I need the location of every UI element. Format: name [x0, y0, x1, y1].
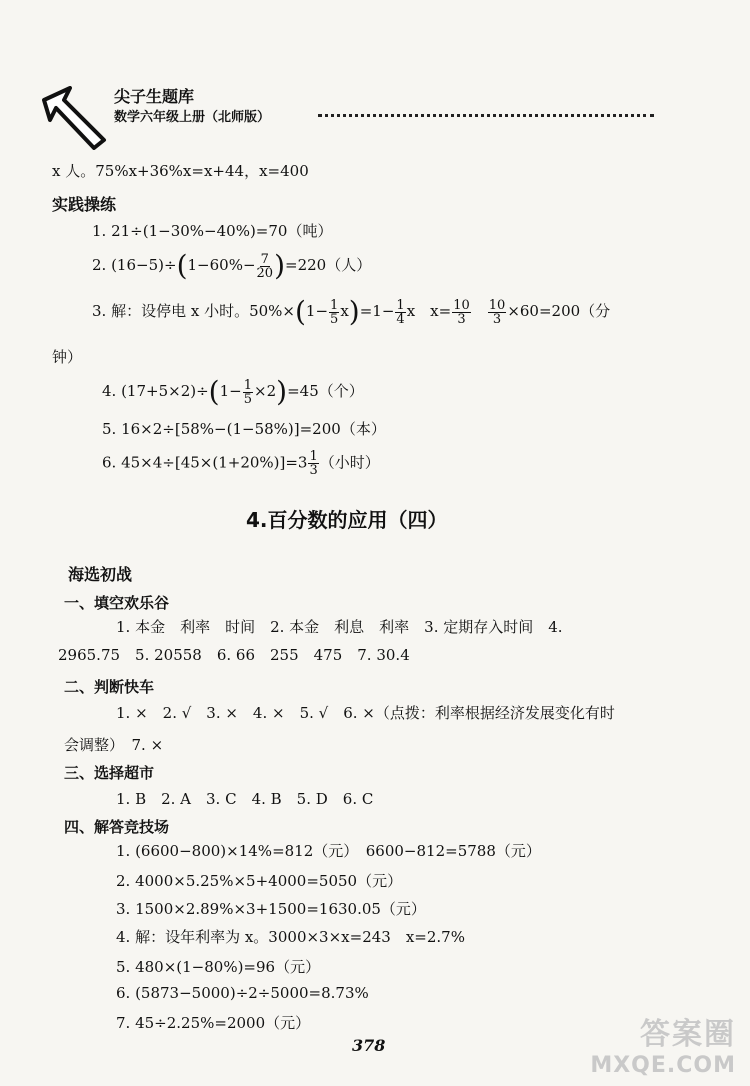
chapter-title: 4.百分数的应用（四）: [246, 508, 448, 532]
page-number: 378: [352, 1036, 386, 1055]
answer-line: 3. 1500×2.89%×3+1500=1630.05（元）: [116, 900, 426, 918]
fraction: $\frac{7}{20}$: [256, 251, 274, 281]
part-title: 三、选择超市: [64, 764, 155, 782]
part-title: 四、解答竞技场: [64, 818, 170, 836]
watermark-logo-text: 答案圈: [640, 1017, 736, 1052]
answer-line: 4. (17+5×2)÷(1− $\frac{1}{5}$ ×2)=45（个）: [102, 375, 364, 408]
answer-line: 6. 45×4÷[45×(1+20%)]=3 $\frac{1}{3}$ （小时）: [102, 449, 380, 478]
answer-line: 1. (6600−800)×14%=812（元） 6600−812=5788（元）: [116, 842, 541, 860]
answer-line: 6. (5873−5000)÷2÷5000=8.73%: [116, 984, 369, 1002]
answer-line: 1. 21÷(1−30%−40%)=70（吨）: [92, 222, 333, 240]
continuation-line: x 人。75%x+36%x=x+44，x=400: [52, 162, 309, 180]
answer-line: 会调整） 7. ×: [64, 736, 164, 754]
answer-line: 1. 本金 利率 时间 2. 本金 利息 利率 3. 定期存入时间 4.: [116, 618, 563, 636]
answer-line: 5. 480×(1−80%)=96（元）: [116, 958, 321, 976]
part-title: 二、判断快车: [64, 678, 155, 696]
fraction: $\frac{1}{5}$: [330, 297, 339, 327]
answer-line: 1. × 2. √ 3. × 4. × 5. √ 6. ×（点拨：利率根据经济发展变化有时: [116, 704, 615, 722]
fraction: $\frac{10}{3}$: [453, 297, 470, 327]
fraction: $\frac{1}{5}$: [243, 377, 253, 407]
header-title: 尖子生题库: [114, 87, 195, 106]
answer-line: 3. 解：设停电 x 小时。50%×(1− $\frac{1}{5}$ x)=1− $\frac{1}{4}$ x x= $\frac{10}{3}$ $\frac{10}{3}$ ×60=200（分: [92, 295, 611, 328]
answer-line: 7. 45÷2.25%=2000（元）: [116, 1014, 311, 1032]
header-dotted-rule: [318, 114, 654, 117]
fraction: $\frac{10}{3}$: [488, 297, 506, 327]
answer-line: 2965.75 5. 20558 6. 66 255 475 7. 30.4: [58, 646, 410, 664]
header-subtitle: 数学六年级上册（北师版）: [114, 110, 271, 125]
header-arrow-logo: [40, 86, 108, 154]
answer-line: 2. (16−5)÷(1−60%− $\frac{7}{20}$ )=220（人）: [92, 249, 372, 282]
fraction: $\frac{1}{3}$: [309, 449, 318, 478]
part-title: 一、填空欢乐谷: [64, 594, 170, 612]
answer-line: 4. 解：设年利率为 x。3000×3×x=243 x=2.7%: [116, 928, 465, 946]
answer-line: 5. 16×2÷[58%−(1−58%)]=200（本）: [102, 420, 386, 438]
watermark-url: MXQE.COM: [590, 1053, 736, 1078]
watermark: [590, 1009, 736, 1078]
answer-line: 1. B 2. A 3. C 4. B 5. D 6. C: [116, 790, 374, 808]
section-heading-practice: 实践操练: [52, 195, 117, 214]
answer-line: 2. 4000×5.25%×5+4000=5050（元）: [116, 872, 403, 890]
answer-line: 钟）: [52, 348, 83, 366]
section-heading-first-round: 海选初战: [68, 565, 133, 584]
fraction: $\frac{1}{4}$: [396, 297, 405, 327]
